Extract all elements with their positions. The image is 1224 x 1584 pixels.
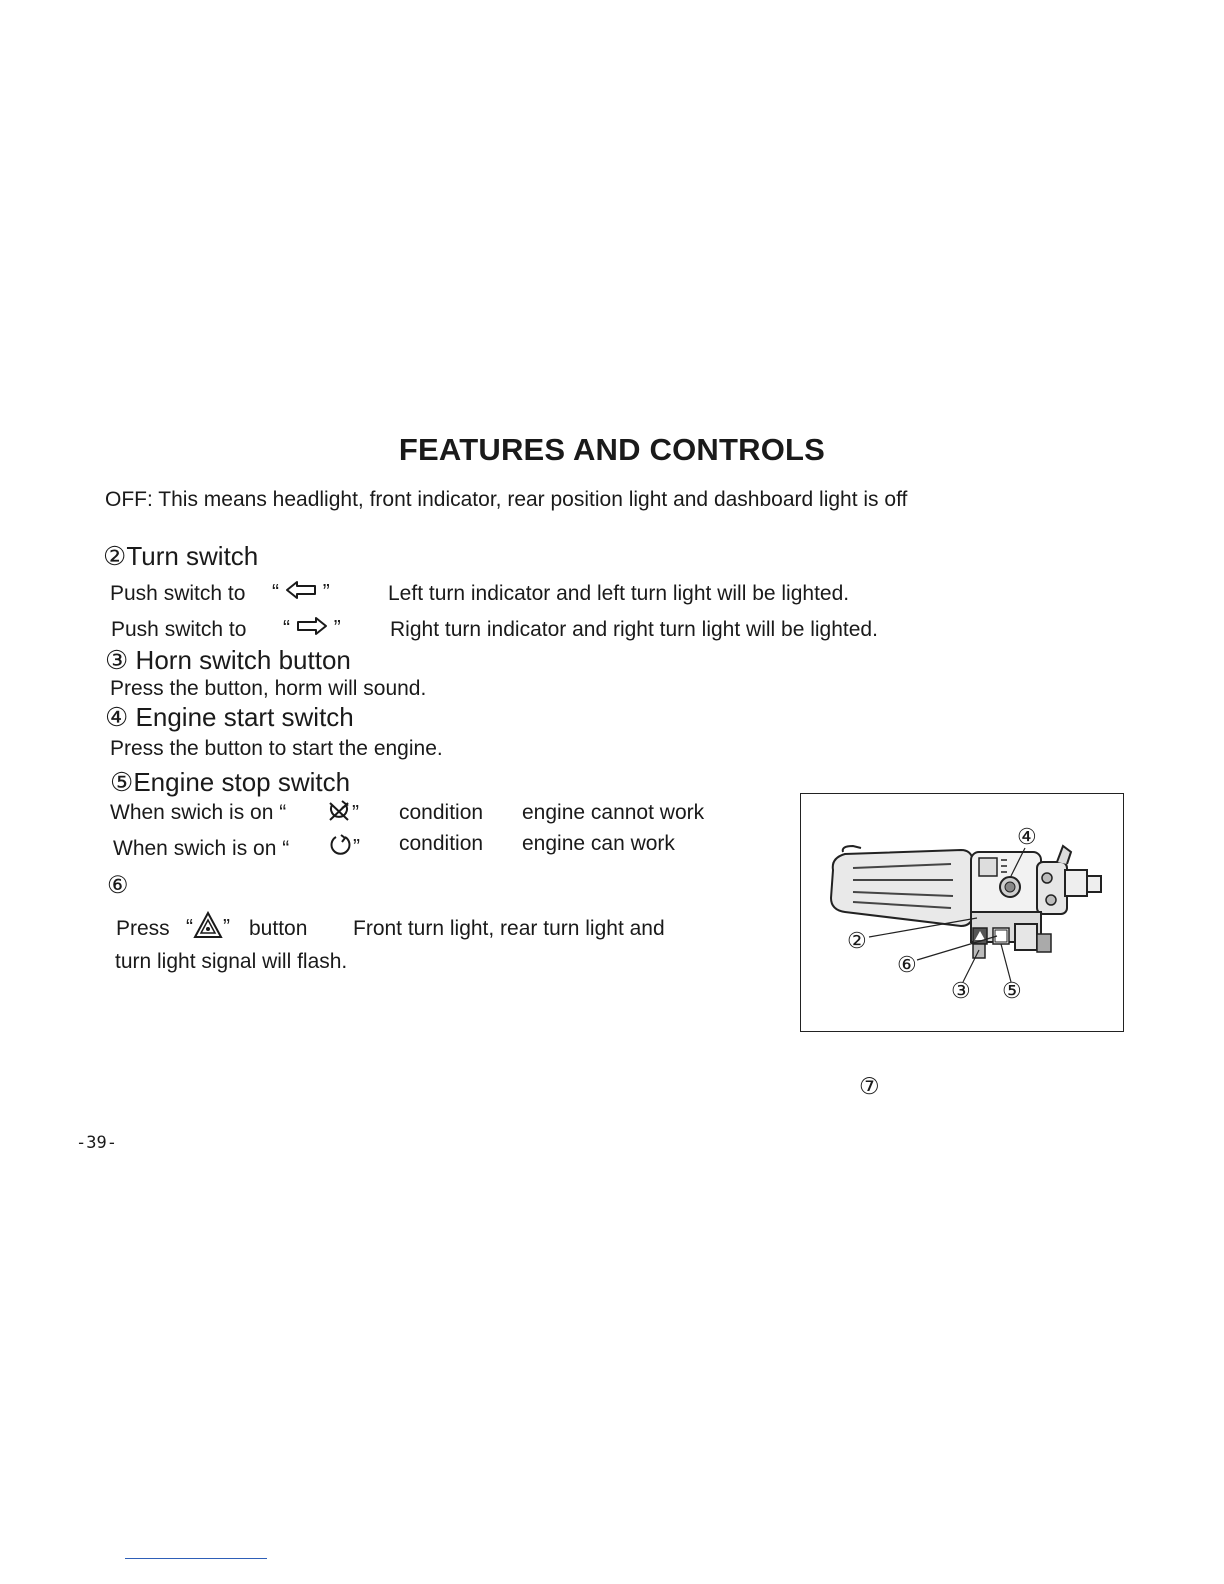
turn-left-symbol [272,580,330,606]
footer-rule [125,1558,267,1559]
callout-2: ② [847,928,867,953]
engine-stop-row-off-condition: condition [399,801,484,824]
open-quote: “ [186,915,193,939]
engine-stop-title: Engine stop switch [133,767,351,797]
turn-switch-title: Turn switch [126,541,259,571]
engine-start-title: Engine start switch [135,702,354,732]
close-quote: ” [322,580,330,604]
off-description [105,488,907,512]
callout-5: ⑤ [1002,978,1022,1003]
left-arrow-icon [285,580,317,606]
page-number: -39- [76,1133,117,1153]
horn-text: Press the button, horm will sound. [110,677,427,700]
hazard-symbol [186,911,230,945]
marker-4: ④ [105,702,129,732]
close-quote: ” [333,616,341,640]
off-text: This means headlight, front indicator, rear position light and dashboard light is off [158,488,908,511]
turn-left-description: Left turn indicator and left turn light will be lighted. [388,582,850,605]
close-quote: ” [352,801,359,825]
open-quote: “ [272,580,279,604]
turn-switch-heading [103,541,258,572]
hazard-triangle-icon [193,911,223,945]
engine-stop-row-run-symbol [327,833,360,863]
turn-right-prefix: Push switch to [111,618,247,641]
marker-7: ⑦ [859,1073,880,1099]
engine-start-text: Press the button to start the engine. [110,737,443,760]
engine-run-icon [327,833,353,863]
handlebar-switch-figure [800,793,1124,1032]
turn-left-prefix: Push switch to [110,582,246,605]
hazard-text-line2: turn light signal will flash. [115,950,348,973]
marker-3: ③ [105,645,129,675]
callout-3: ③ [951,978,971,1003]
page-title: FEATURES AND CONTROLS [398,432,826,467]
turn-right-symbol [283,616,341,642]
hazard-text-line1: Front turn light, rear turn light and [353,917,665,940]
turn-right-description: Right turn indicator and right turn light will be lighted. [390,618,878,641]
engine-stop-row-run-result: engine can work [522,832,675,855]
engine-off-icon [326,799,352,829]
engine-stop-row-off-prefix: When swich is on “ [110,801,287,824]
close-quote: ” [223,915,230,939]
engine-stop-row-run-prefix: When swich is on “ [113,837,290,860]
horn-title: Horn switch button [135,645,351,675]
marker-6: ⑥ [107,872,129,899]
hazard-button-word: button [249,917,308,940]
callout-6: ⑥ [897,952,917,977]
off-label: OFF: [105,488,153,511]
callout-4: ④ [1017,824,1037,849]
engine-start-heading [105,702,354,733]
hazard-press: Press [116,917,170,940]
right-arrow-icon [296,616,328,642]
marker-5: ⑤ [110,767,134,797]
marker-2: ② [103,541,127,571]
engine-stop-row-off-symbol [326,799,359,829]
engine-stop-row-off-result: engine cannot work [522,801,705,824]
engine-stop-heading [110,767,350,798]
engine-stop-row-run-condition: condition [399,832,484,855]
close-quote: ” [353,835,360,859]
horn-heading [105,645,351,676]
open-quote: “ [283,616,290,640]
